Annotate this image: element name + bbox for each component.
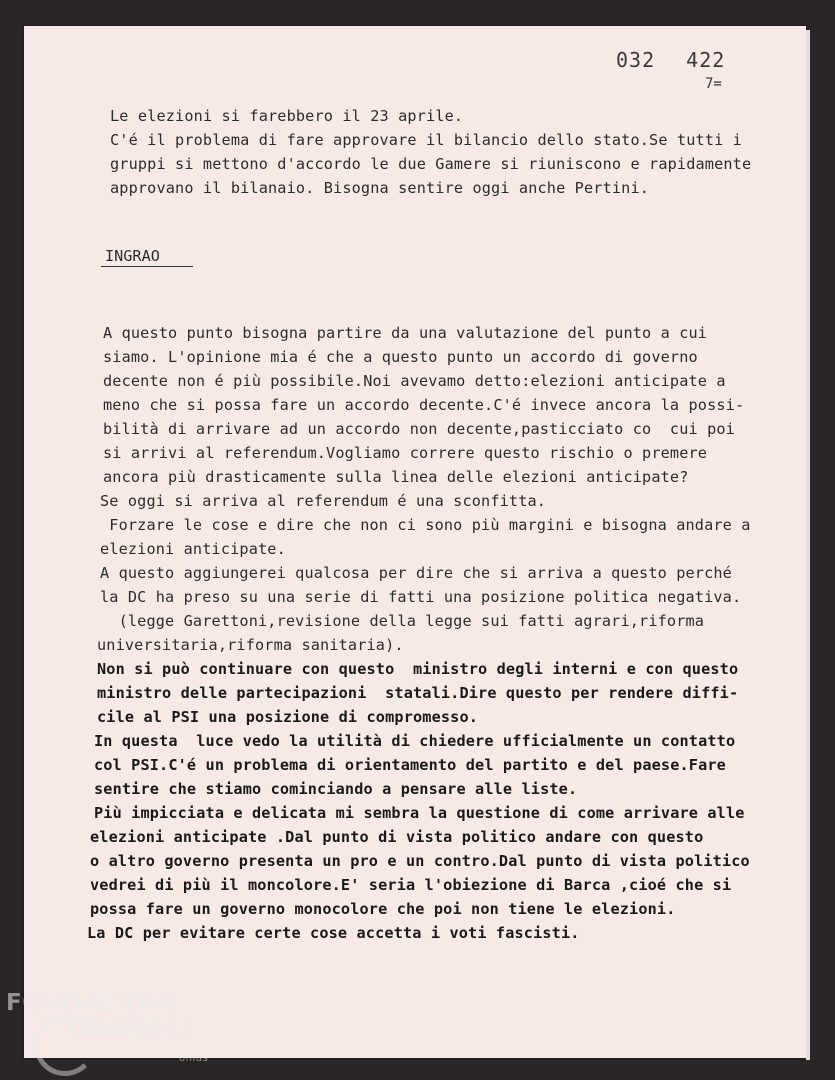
body-line: meno che si possa fare un accordo decente.C'é invece ancora la possi- (103, 396, 745, 414)
body-line: Non si può continuare con questo ministro degli interni e con questo (97, 660, 739, 678)
gramsci-logo-icon (34, 1014, 96, 1076)
body-line: siamo. L'opinione mia é che a questo punto un accordo di governo (103, 348, 698, 366)
body-line: vedrei di più il moncolore.E' seria l'obiezione di Barca ,cioé che si (90, 876, 732, 894)
body-line: elezioni anticipate. (100, 540, 286, 558)
body-line: la DC ha preso su una serie di fatti una posizione politica negativa. (100, 588, 742, 606)
body-line: Più impicciata e delicata mi sembra la questione di come arrivare alle (94, 804, 745, 822)
body-line: La DC per evitare certe cose accetta i voti fascisti. (87, 924, 580, 942)
body-line: ancora più drasticamente sulla linea delle elezioni anticipate? (103, 468, 689, 486)
watermark-line1: FONDAZIONE (6, 990, 183, 1016)
body-line: cile al PSI una posizione di compromesso. (97, 708, 479, 726)
body-line: universitaria,riforma sanitaria). (97, 636, 404, 654)
body-line: si arrivi al referendum.Vogliamo correre questo rischio o premere (103, 444, 708, 462)
body-line: ministro delle partecipazioni statali.Dire questo per rendere diffi- (97, 684, 739, 702)
heading-underline (101, 266, 193, 267)
speaker-heading: INGRAO (105, 247, 160, 265)
watermark-line3: onlus (179, 1053, 209, 1064)
page-edge (806, 30, 810, 1060)
intro-line: Le elezioni si farebbero il 23 aprile. (110, 107, 464, 125)
body-line: sentire che stiamo cominciando a pensare alle liste. (94, 780, 578, 798)
body-line: (legge Garettoni,revisione della legge sui fatti agrari,riforma (100, 612, 705, 630)
body-line: Se oggi si arriva al referendum é una sconfitta. (100, 492, 547, 510)
document-number: 032 422 (616, 48, 726, 72)
watermark-line2: GRAMSCI (68, 1016, 191, 1042)
page-number: 7= (705, 76, 722, 92)
fondazione-gramsci-watermark (6, 990, 209, 1064)
body-line: col PSI.C'é un problema di orientamento del partito e del paese.Fare (94, 756, 726, 774)
body-line: A questo aggiungerei qualcosa per dire che si arriva a questo perché (100, 564, 732, 582)
intro-line: approvano il bilanaio. Bisogna sentire oggi anche Pertini. (110, 179, 650, 197)
body-line: bilità di arrivare ad un accordo non decente,pasticciato co cui poi (103, 420, 735, 438)
body-line: Forzare le cose e dire che non ci sono più margini e bisogna andare a (100, 516, 751, 534)
body-line: o altro governo presenta un pro e un contro.Dal punto di vista politico (90, 852, 750, 870)
intro-line: C'é il problema di fare approvare il bilancio dello stato.Se tutti i (110, 131, 742, 149)
body-line: possa fare un governo monocolore che poi non tiene le elezioni. (90, 900, 676, 918)
intro-line: gruppi si mettono d'accordo le due Gamere si riuniscono e rapidamente (110, 155, 752, 173)
body-line: In questa luce vedo la utilità di chiedere ufficialmente un contatto (94, 732, 736, 750)
body-line: elezioni anticipate .Dal punto di vista politico andare con questo (90, 828, 704, 846)
body-line: A questo punto bisogna partire da una valutazione del punto a cui (103, 324, 708, 342)
body-line: decente non é più possibile.Noi avevamo detto:elezioni anticipate a (103, 372, 726, 390)
